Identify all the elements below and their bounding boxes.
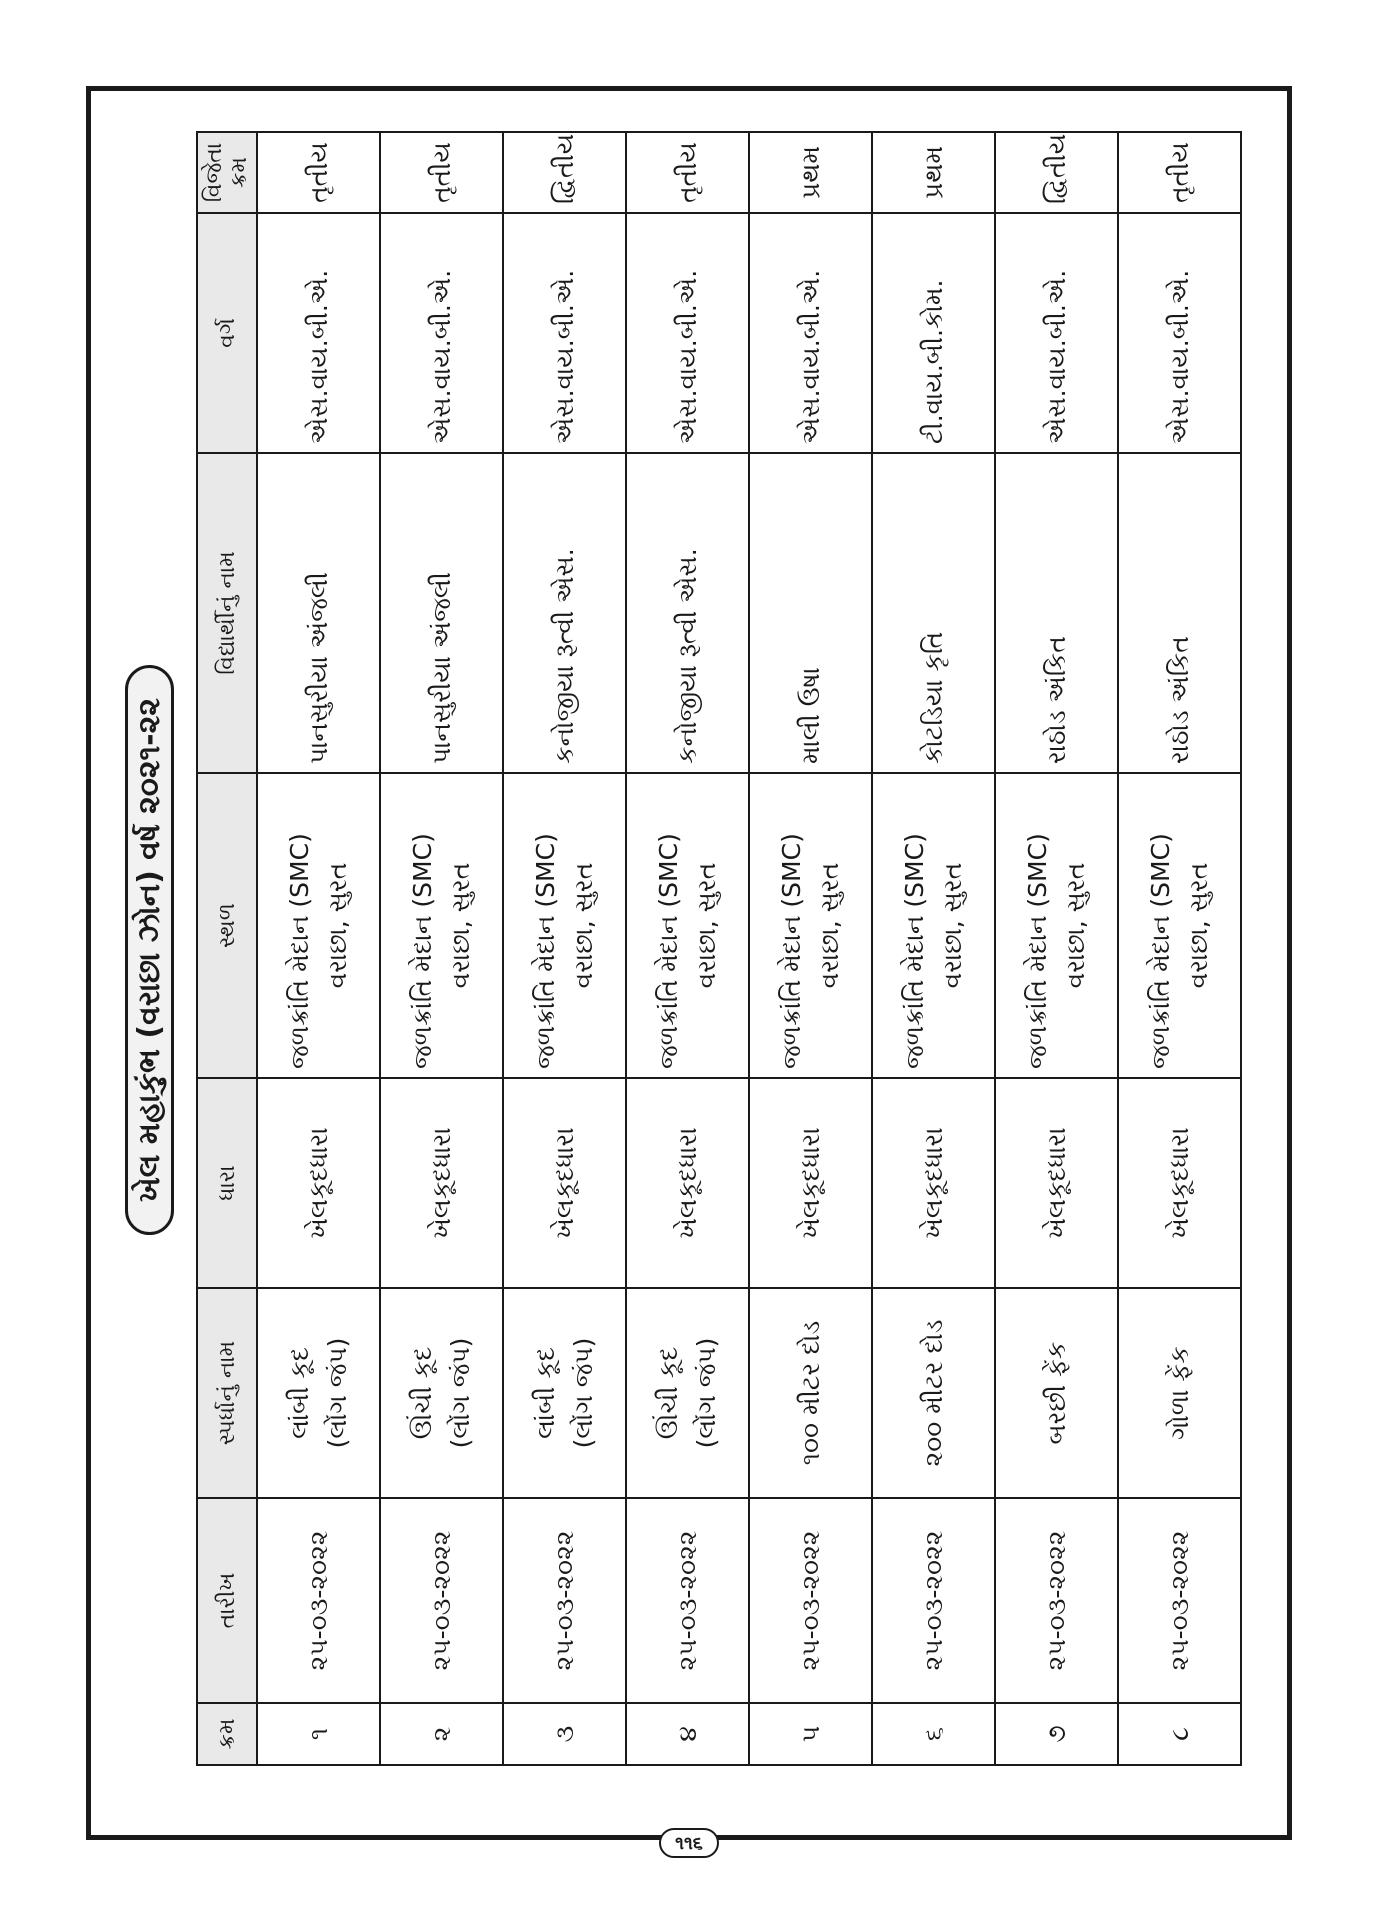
venue-city: વરાછા, સુરત bbox=[445, 862, 475, 989]
event-date: ૨૫-૦૩-૨૦૨૨ bbox=[672, 1530, 702, 1671]
winner-rank: પ્રથમ bbox=[918, 145, 948, 200]
header-class: વર્ગ bbox=[197, 213, 257, 453]
winner-rank: પ્રથમ bbox=[795, 145, 825, 200]
cell-class bbox=[626, 213, 749, 453]
venue-city: વરાછા, સુરત bbox=[568, 862, 598, 989]
serial-number: ૫ bbox=[795, 1725, 825, 1743]
cell-student bbox=[626, 453, 749, 773]
cell-dhara bbox=[1118, 1078, 1241, 1288]
venue-name: જળક્રાંતિ મેદાન (SMC) bbox=[285, 833, 314, 1069]
dhara-name: ખેલકૂદધારા bbox=[426, 1127, 456, 1239]
table-row bbox=[872, 132, 995, 1765]
venue-city: વરાછા, સુરત bbox=[937, 862, 967, 989]
cell-student bbox=[872, 453, 995, 773]
cell-date bbox=[380, 1498, 503, 1703]
cell-no bbox=[380, 1703, 503, 1765]
class-name: એસ.વાય.બી.એ. bbox=[1041, 269, 1071, 444]
winner-rank: તૃતીય bbox=[1164, 142, 1194, 203]
table-row bbox=[749, 132, 872, 1765]
cell-date bbox=[626, 1498, 749, 1703]
cell-venue bbox=[872, 773, 995, 1078]
header-rank: વિજેતા ક્રમ bbox=[197, 132, 257, 213]
cell-student bbox=[257, 453, 380, 773]
event-name: ૧૦૦ મીટર દોડ bbox=[795, 1320, 825, 1466]
cell-no bbox=[872, 1703, 995, 1765]
cell-event bbox=[380, 1288, 503, 1498]
student-name: પાનસુરીયા અંજલી bbox=[426, 572, 456, 764]
class-name: એસ.વાય.બી.એ. bbox=[795, 269, 825, 444]
cell-rank bbox=[872, 132, 995, 213]
venue-city: વરાછા, સુરત bbox=[691, 862, 721, 989]
student-name: કનોજીયા રૂત્વી એસ. bbox=[549, 548, 579, 764]
cell-event bbox=[503, 1288, 626, 1498]
cell-date bbox=[257, 1498, 380, 1703]
cell-class bbox=[995, 213, 1118, 453]
serial-number: ૩ bbox=[549, 1725, 579, 1743]
event-date: ૨૫-૦૩-૨૦૨૨ bbox=[549, 1530, 579, 1671]
event-date: ૨૫-૦૩-૨૦૨૨ bbox=[1164, 1530, 1194, 1671]
venue-city: વરાછા, સુરત bbox=[1060, 862, 1090, 989]
cell-rank bbox=[380, 132, 503, 213]
venue-city: વરાછા, સુરત bbox=[814, 862, 844, 989]
dhara-name: ખેલકૂદધારા bbox=[1041, 1127, 1071, 1239]
cell-date bbox=[872, 1498, 995, 1703]
cell-class bbox=[257, 213, 380, 453]
cell-rank bbox=[995, 132, 1118, 213]
venue-name: જળક્રાંતિ મેદાન (SMC) bbox=[654, 833, 683, 1069]
winner-rank: તૃતીય bbox=[426, 142, 456, 203]
cell-dhara bbox=[503, 1078, 626, 1288]
venue-name: જળક્રાંતિ મેદાન (SMC) bbox=[777, 833, 806, 1069]
cell-rank bbox=[257, 132, 380, 213]
dhara-name: ખેલકૂદધારા bbox=[303, 1127, 333, 1239]
cell-class bbox=[503, 213, 626, 453]
cell-rank bbox=[1118, 132, 1241, 213]
serial-number: ૭ bbox=[1041, 1725, 1071, 1743]
dhara-name: ખેલકૂદધારા bbox=[672, 1127, 702, 1239]
header-row bbox=[197, 132, 257, 1765]
cell-venue bbox=[626, 773, 749, 1078]
cell-dhara bbox=[626, 1078, 749, 1288]
cell-student bbox=[749, 453, 872, 773]
cell-venue bbox=[380, 773, 503, 1078]
event-date: ૨૫-૦૩-૨૦૨૨ bbox=[426, 1530, 456, 1671]
cell-class bbox=[1118, 213, 1241, 453]
cell-class bbox=[749, 213, 872, 453]
cell-class bbox=[872, 213, 995, 453]
cell-venue bbox=[749, 773, 872, 1078]
serial-number: ૮ bbox=[1164, 1727, 1194, 1741]
cell-event bbox=[749, 1288, 872, 1498]
table-header bbox=[197, 132, 257, 1765]
event-name-sub: (લોંગ જંપ) bbox=[445, 1337, 475, 1449]
cell-event bbox=[257, 1288, 380, 1498]
cell-rank bbox=[749, 132, 872, 213]
competition-table bbox=[196, 131, 1242, 1766]
event-name: ઊંચી કૂદ bbox=[408, 1346, 437, 1440]
dhara-name: ખેલકૂદધારા bbox=[1164, 1127, 1194, 1239]
class-name: એસ.વાય.બી.એ. bbox=[303, 269, 333, 444]
cell-dhara bbox=[995, 1078, 1118, 1288]
serial-number: ૨ bbox=[426, 1726, 456, 1742]
cell-venue bbox=[503, 773, 626, 1078]
venue-name: જળક્રાંતિ મેદાન (SMC) bbox=[1023, 833, 1052, 1069]
serial-number: ૧ bbox=[303, 1727, 333, 1741]
cell-no bbox=[749, 1703, 872, 1765]
cell-no bbox=[1118, 1703, 1241, 1765]
cell-event bbox=[995, 1288, 1118, 1498]
student-name: રાઠોડ અંકિત bbox=[1041, 636, 1071, 764]
header-dhara: ધારા bbox=[197, 1078, 257, 1288]
winner-rank: તૃતીય bbox=[672, 142, 702, 203]
venue-city: વરાછા, સુરત bbox=[322, 862, 352, 989]
event-name: લાંબી કૂદ bbox=[531, 1347, 560, 1439]
cell-date bbox=[503, 1498, 626, 1703]
cell-no bbox=[257, 1703, 380, 1765]
serial-number: ૬ bbox=[918, 1727, 948, 1742]
winner-rank: દ્વિતીય bbox=[549, 133, 579, 204]
cell-no bbox=[626, 1703, 749, 1765]
dhara-name: ખેલકૂદધારા bbox=[795, 1127, 825, 1239]
class-name: ટી.વાય.બી.કોમ. bbox=[918, 279, 948, 444]
dhara-name: ખેલકૂદધારા bbox=[918, 1127, 948, 1239]
venue-name: જળક્રાંતિ મેદાન (SMC) bbox=[1146, 833, 1175, 1069]
header-no: ક્રમ bbox=[197, 1703, 257, 1765]
cell-dhara bbox=[872, 1078, 995, 1288]
cell-rank bbox=[503, 132, 626, 213]
cell-event bbox=[1118, 1288, 1241, 1498]
cell-no bbox=[503, 1703, 626, 1765]
class-name: એસ.વાય.બી.એ. bbox=[1164, 269, 1194, 444]
cell-class bbox=[380, 213, 503, 453]
cell-dhara bbox=[257, 1078, 380, 1288]
venue-name: જળક્રાંતિ મેદાન (SMC) bbox=[531, 833, 560, 1069]
venue-name: જળક્રાંતિ મેદાન (SMC) bbox=[408, 833, 437, 1069]
page-title: ખેલ મહાકુંભ (વરાછા ઝોન) વર્ષ ૨૦૨૧-૨૨ bbox=[125, 665, 174, 1235]
table-row bbox=[995, 132, 1118, 1765]
cell-date bbox=[995, 1498, 1118, 1703]
table-row bbox=[626, 132, 749, 1765]
class-name: એસ.વાય.બી.એ. bbox=[549, 269, 579, 444]
cell-student bbox=[995, 453, 1118, 773]
event-date: ૨૫-૦૩-૨૦૨૨ bbox=[795, 1530, 825, 1671]
cell-date bbox=[1118, 1498, 1241, 1703]
cell-event bbox=[626, 1288, 749, 1498]
student-name: કનોજીયા રૂત્વી એસ. bbox=[672, 548, 702, 764]
event-name: બરછી ફેંક bbox=[1041, 1341, 1071, 1445]
class-name: એસ.વાય.બી.એ. bbox=[426, 269, 456, 444]
event-name: ગોળા ફેંક bbox=[1164, 1346, 1194, 1440]
student-name: પાનસુરીયા અંજલી bbox=[303, 572, 333, 764]
table-row bbox=[1118, 132, 1241, 1765]
student-name: માલી ઉષા bbox=[795, 667, 825, 764]
cell-venue bbox=[257, 773, 380, 1078]
event-name-sub: (લોંગ જંપ) bbox=[568, 1337, 598, 1449]
event-name-sub: (લોંગ જંપ) bbox=[691, 1337, 721, 1449]
event-name-sub: (લોંગ જંપ) bbox=[322, 1337, 352, 1449]
dhara-name: ખેલકૂદધારા bbox=[549, 1127, 579, 1239]
cell-date bbox=[749, 1498, 872, 1703]
event-name: ઊંચી કૂદ bbox=[654, 1346, 683, 1440]
cell-rank bbox=[626, 132, 749, 213]
student-name: રાઠોડ અંકિત bbox=[1164, 636, 1194, 764]
header-venue: સ્થળ bbox=[197, 773, 257, 1078]
event-date: ૨૫-૦૩-૨૦૨૨ bbox=[303, 1530, 333, 1671]
table-row bbox=[257, 132, 380, 1765]
venue-city: વરાછા, સુરત bbox=[1183, 862, 1213, 989]
event-name: ૨૦૦ મીટર દોડ bbox=[918, 1319, 948, 1467]
winner-rank: દ્વિતીય bbox=[1041, 133, 1071, 204]
cell-student bbox=[1118, 453, 1241, 773]
cell-no bbox=[995, 1703, 1118, 1765]
class-name: એસ.વાય.બી.એ. bbox=[672, 269, 702, 444]
page-number: ૧૧૬ bbox=[659, 1828, 719, 1858]
cell-dhara bbox=[380, 1078, 503, 1288]
table-row bbox=[503, 132, 626, 1765]
table-body bbox=[257, 132, 1241, 1765]
cell-student bbox=[380, 453, 503, 773]
student-name: કોટડિયા કૃતિ bbox=[918, 631, 948, 764]
serial-number: ૪ bbox=[672, 1726, 702, 1742]
cell-dhara bbox=[749, 1078, 872, 1288]
event-date: ૨૫-૦૩-૨૦૨૨ bbox=[1041, 1530, 1071, 1671]
cell-student bbox=[503, 453, 626, 773]
header-student: વિદ્યાર્થીનું નામ bbox=[197, 453, 257, 773]
header-event: સ્પર્ધાનું નામ bbox=[197, 1288, 257, 1498]
event-date: ૨૫-૦૩-૨૦૨૨ bbox=[918, 1530, 948, 1671]
winner-rank: તૃતીય bbox=[303, 142, 333, 203]
table-row bbox=[380, 132, 503, 1765]
cell-venue bbox=[1118, 773, 1241, 1078]
rotated-content bbox=[112, 110, 1213, 1790]
cell-venue bbox=[995, 773, 1118, 1078]
event-name: લાંબી કૂદ bbox=[285, 1347, 314, 1439]
venue-name: જળક્રાંતિ મેદાન (SMC) bbox=[900, 833, 929, 1069]
cell-event bbox=[872, 1288, 995, 1498]
title-row bbox=[112, 110, 186, 1790]
header-date: તારીખ bbox=[197, 1498, 257, 1703]
